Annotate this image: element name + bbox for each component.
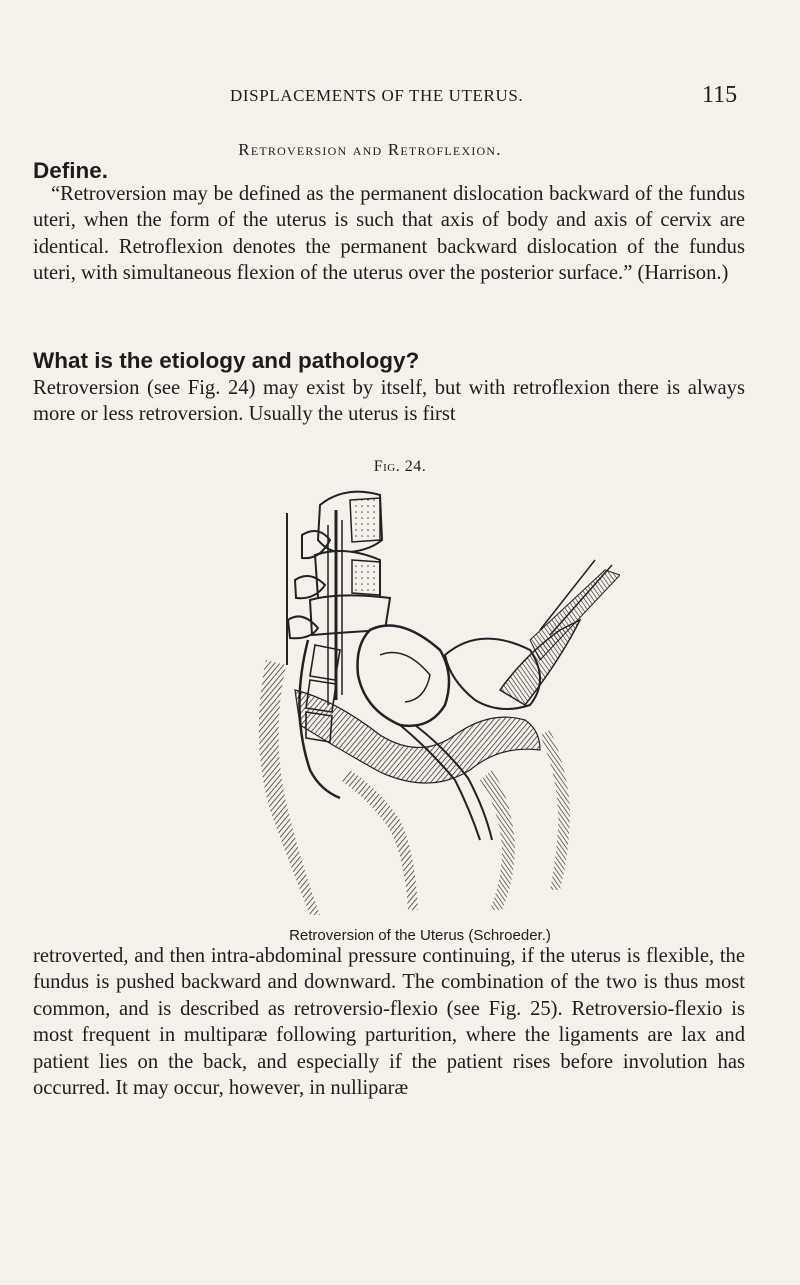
page-number: 115 — [702, 82, 738, 108]
etiology-heading: What is the etiology and pathology? — [33, 348, 420, 373]
running-head: DISPLACEMENTS OF THE UTERUS. — [230, 86, 524, 105]
continuation-paragraph: retroverted, and then intra-abdominal pressure continuing, if the uterus is flexible, the fundus is pushed backward and downward. The combination of the two is thus most common, and is described as retroversio-flexio (see Fig. 25). Retroversio-flexio is most frequent in multiparæ following parturition, where the ligaments are lax and patient lies on the back, and especially if the patient rises before involution has occurred. It may occur, however, in nulliparæ — [33, 945, 745, 1100]
retroversion-illustration — [240, 480, 620, 920]
figure-label: Fig. 24. — [373, 458, 427, 475]
define-paragraph: “Retroversion may be defined as the permanent dislocation backward of the fundus uteri, when the form of the uterus is such that axis of body and axis of cervix are identical. Retroflexion denotes the permanent backward dislocation of the fundus uteri, with simultaneous flexion of the uterus over the posterior surface.” (Harrison.) — [33, 183, 745, 285]
figure-caption: Retroversion of the Uterus (Schroeder.) — [289, 927, 551, 944]
section-title: Retroversion and Retroflexion. — [238, 140, 502, 159]
define-heading: Define. — [33, 158, 109, 183]
etiology-paragraph: Retroversion (see Fig. 24) may exist by itself, but with retroflexion there is always more or less retroversion. Usually the uterus is first — [33, 377, 745, 426]
